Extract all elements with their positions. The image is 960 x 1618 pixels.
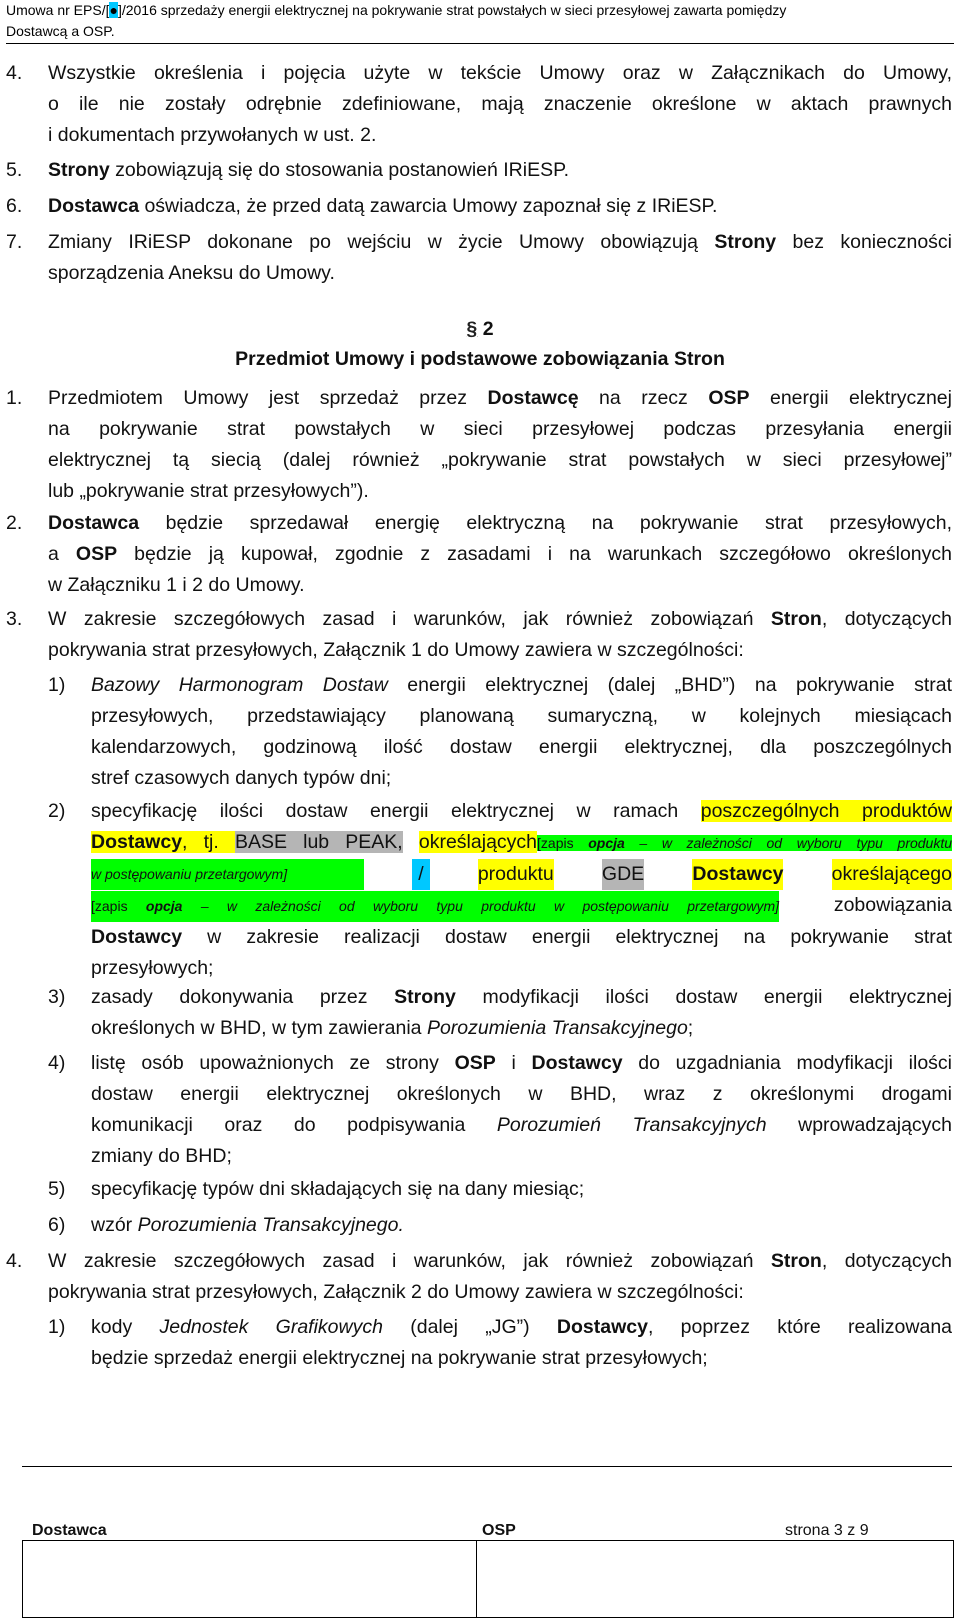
- footer-party-osp: OSP: [482, 1522, 516, 1539]
- item-number: 2.: [6, 512, 23, 534]
- section-number: § 2: [466, 318, 494, 340]
- item-number: 4.: [6, 1250, 23, 1272]
- paragraph-6: Dostawca oświadcza, że przed datą zawarcia Umowy zapoznał się z IRiESP.: [48, 195, 718, 217]
- paragraph-4: Wszystkie określenia i pojęcia użyte w tekście Umowy oraz w Załącznikach do Umowy, o ile nie zostały odrębnie zdefiniowane, mają znaczenie określone w aktach prawnych i dokumentach przywołanych w ust. 2.: [48, 62, 952, 146]
- paragraph-s2-1: Przedmiotem Umowy jest sprzedaż przez Dostawcę na rzecz OSP energii elektrycznej na pokrywanie strat powstałych w sieci przesyłowej podczas przesyłania energii elektrycznej tą siecią (dalej również „pokrywanie strat powstałych w sieci przesyłowej” lub „pokrywanie strat przesyłowych”).: [48, 387, 952, 502]
- subitem-6: wzór Porozumienia Transakcyjnego.: [91, 1214, 404, 1236]
- subitem-number: 5): [48, 1178, 66, 1200]
- item-number: 4.: [6, 62, 23, 84]
- subitem-2: specyfikację ilości dostaw energii elektrycznej w ramach poszczególnych produktów Dostawcy, tj. BASE lub PEAK, określających[zapis opcja – w zależności od wyboru typu produktu w postępowaniu przetargowym] / produktu GDE Dostawcy określającego [zapis opcja – w zależności od wyboru typu produktu w postępowaniu przetargowym] zobowiązania Dostawcy w zakresie realizacji dostaw energii elektrycznej na pokrywanie strat przesyłowych;: [91, 800, 953, 979]
- signature-box-osp: [476, 1540, 954, 1618]
- subitem-4-1: kody Jednostek Grafikowych (dalej „JG”) Dostawcy, poprzez które realizowana będzie sprzedaż energii elektrycznej na pokrywanie strat przesyłowych;: [91, 1316, 953, 1369]
- subitem-1: Bazowy Harmonogram Dostaw energii elektrycznej (dalej „BHD”) na pokrywanie strat przesyłowych, przedstawiający planowaną sumaryczną, w kolejnych miesiącach kalendarzowych, godzinową ilość dostaw energii elektrycznej, dla poszczególnych stref czasowych danych typów dni;: [91, 674, 952, 789]
- page-number: strona 3 z 9: [785, 1522, 869, 1539]
- item-number: 3.: [6, 608, 23, 630]
- document-header: [6, 0, 954, 44]
- subitem-4: listę osób upoważnionych ze strony OSP i Dostawcy do uzgadniania modyfikacji ilości dostaw energii elektrycznej określonych w BHD, wraz z określonymi drogami komunikacji oraz do podpisywania Porozumień Transakcyjnych wprowadzających zmiany do BHD;: [91, 1052, 953, 1167]
- item-number: 1.: [6, 387, 23, 409]
- paragraph-s2-2: Dostawca będzie sprzedawał energię elektryczną na pokrywanie strat przesyłowych, a OSP będzie ją kupował, zgodnie z zasadami i na warunkach szczegółowo określonych w Załączniku 1 i 2 do Umowy.: [48, 512, 952, 596]
- paragraph-5: Strony zobowiązują się do stosowania postanowień IRiESP.: [48, 159, 570, 181]
- subitem-3: zasady dokonywania przez Strony modyfikacji ilości dostaw energii elektrycznej określonych w BHD, w tym zawierania Porozumienia Transakcyjnego;: [91, 986, 952, 1039]
- subitem-number: 2): [48, 800, 66, 822]
- subitem-number: 3): [48, 986, 66, 1008]
- placeholder-marker: ●: [109, 2, 118, 18]
- footer-rule: [22, 1466, 952, 1467]
- item-number: 6.: [6, 195, 23, 217]
- item-number: 5.: [6, 159, 23, 181]
- header-line-1: Umowa nr EPS/[●]/2016 sprzedaży energii elektrycznej na pokrywanie strat powstałych w sieci przesyłowej zawarta pomiędzy: [6, 2, 787, 18]
- subitem-number: 4): [48, 1052, 66, 1074]
- item-number: 7.: [6, 231, 23, 253]
- section-title: Przedmiot Umowy i podstawowe zobowiązania Stron: [235, 348, 725, 370]
- paragraph-7: Zmiany IRiESP dokonane po wejściu w życie Umowy obowiązują Strony bez konieczności sporządzenia Aneksu do Umowy.: [48, 231, 952, 284]
- subitem-number: 6): [48, 1214, 66, 1236]
- subitem-number: 1): [48, 1316, 66, 1338]
- footer-party-dostawca: Dostawca: [32, 1522, 107, 1539]
- subitem-5: specyfikację typów dni składających się na dany miesiąc;: [91, 1178, 585, 1200]
- paragraph-s2-4: W zakresie szczegółowych zasad i warunków, jak również zobowiązań Stron, dotyczących pokrywania strat przesyłowych, Załącznik 2 do Umowy zawiera w szczególności:: [48, 1250, 952, 1303]
- paragraph-s2-3: W zakresie szczegółowych zasad i warunków, jak również zobowiązań Stron, dotyczących pokrywania strat przesyłowych, Załącznik 1 do Umowy zawiera w szczególności:: [48, 608, 952, 661]
- signature-box-dostawca: [22, 1540, 477, 1618]
- subitem-number: 1): [48, 674, 66, 696]
- header-line-2: Dostawcą a OSP.: [6, 23, 115, 39]
